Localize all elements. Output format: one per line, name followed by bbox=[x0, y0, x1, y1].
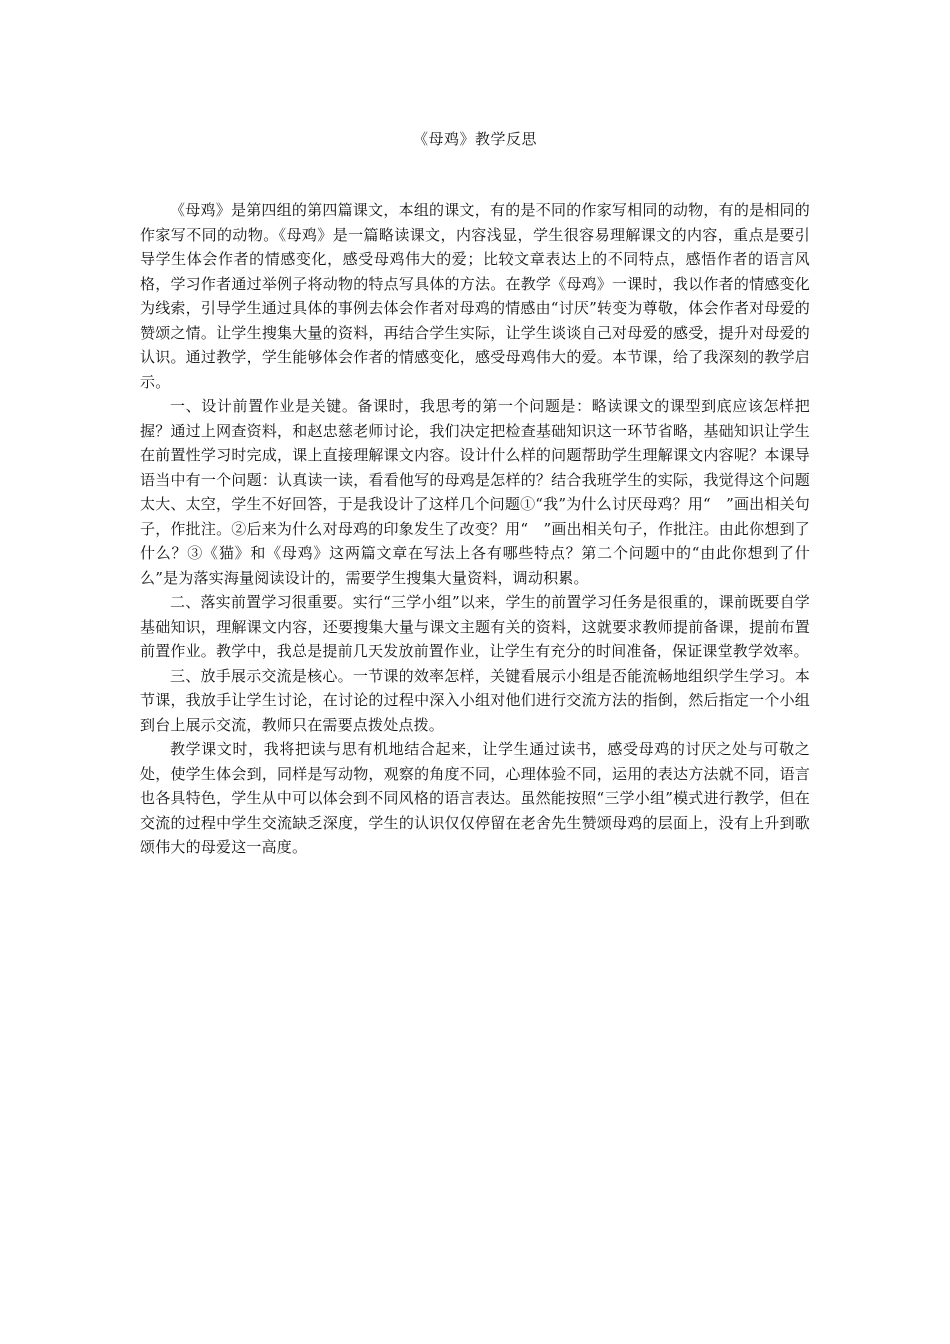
document-body bbox=[140, 198, 810, 860]
paragraph-point-three: 三、放手展示交流是核心。一节课的效率怎样，关键看展示小组是否能流畅地组织学生学习。本节课，我放手让学生讨论，在讨论的过程中深入小组对他们进行交流方法的指倒，然后指定一个小组到台上展示交流，教师只在需要点拨处点拨。 bbox=[140, 666, 810, 734]
paragraph-intro: 《母鸡》是第四组的第四篇课文，本组的课文，有的是不同的作家写相同的动物，有的是相同的作家写不同的动物。《母鸡》是一篇略读课文，内容浅显，学生很容易理解课文的内容，重点是要引导学生体会作者的情感变化，感受母鸡伟大的爱；比较文章表达上的不同特点，感悟作者的语言风格，学习作者通过举例子将动物的特点写具体的方法。在教学《母鸡》一课时，我以作者的情感变化为线索，引导学生通过具体的事例去体会作者对母鸡的情感由“讨厌”转变为尊敬，体会作者对母爱的赞颂之情。让学生搜集大量的资料，再结合学生实际，让学生谈谈自己对母爱的感受，提升对母爱的认识。通过教学，学生能够体会作者的情感变化，感受母鸡伟大的爱。本节课，给了我深刻的教学启示。 bbox=[140, 201, 810, 391]
paragraph-conclusion: 教学课文时，我将把读与思有机地结合起来，让学生通过读书，感受母鸡的讨厌之处与可敬之处，使学生体会到，同样是写动物，观察的角度不同，心理体验不同，运用的表达方法就不同，语言也各具特色，学生从中可以体会到不同风格的语言表达。虽然能按照“三学小组”模式进行教学，但在交流的过程中学生交流缺乏深度，学生的认识仅仅停留在老舍先生赞颂母鸡的层面上，没有上升到歌颂伟大的母爱这一高度。 bbox=[140, 740, 810, 856]
paragraph-point-one: 一、设计前置作业是关键。备课时，我思考的第一个问题是：略读课文的课型到底应该怎样把握？通过上网查资料，和赵忠慈老师讨论，我们决定把检查基础知识这一环节省略，基础知识让学生在前置性学习时完成，课上直接理解课文内容。设计什么样的问题帮助学生理解课文内容呢？本课导语当中有一个问题：认真读一读，看看他写的母鸡是怎样的？结合我班学生的实际，我觉得这个问题太大、太空，学生不好回答，于是我设计了这样几个问题①“我”为什么讨厌母鸡？用“ ”画出相关句子，作批注。②后来为什么对母鸡的印象发生了改变？用“ ”画出相关句子，作批注。由此你想到了什么？③《猫》和《母鸡》这两篇文章在写法上各有哪些特点？第二个问题中的“由此你想到了什么”是为落实海量阅读设计的，需要学生搜集大量资料，调动积累。 bbox=[140, 397, 810, 587]
paragraph-point-two: 二、落实前置学习很重要。实行“三学小组”以来，学生的前置学习任务是很重的，课前既要自学基础知识，理解课文内容，还要搜集大量与课文主题有关的资料，这就要求教师提前备课，提前布置前置作业。教学中，我总是提前几天发放前置作业，让学生有充分的时间准备，保证课堂教学效率。 bbox=[140, 593, 810, 660]
document-title: 《母鸡》教学反思 bbox=[412, 130, 537, 148]
